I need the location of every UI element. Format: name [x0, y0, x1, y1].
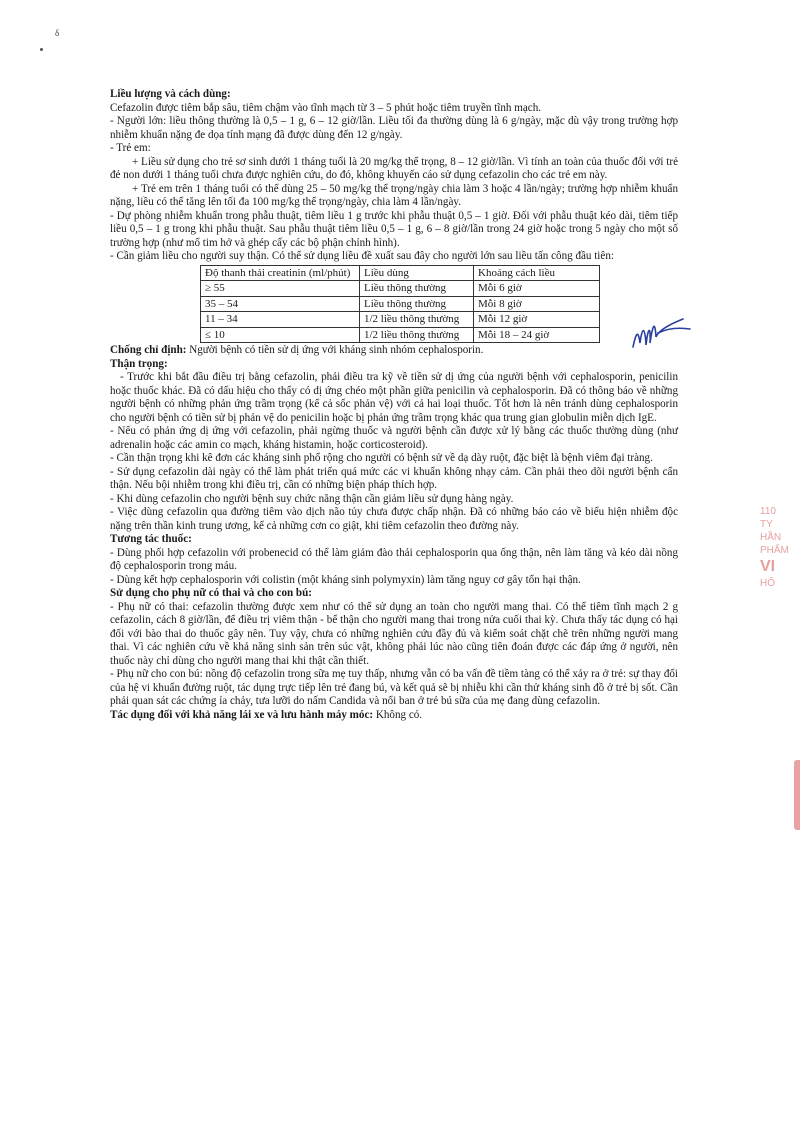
dosage-children-under-1-month: + Liều sử dụng cho trẻ sơ sinh dưới 1 tháng tuổi là 20 mg/kg thể trọng, 8 – 12 giờ/lần. Vì tính an toàn của thuốc đối với trẻ đẻ non dưới 1 tháng tuổi chưa được nghiên cứu, do đó, không khuyến cáo sử dụng cefazolin cho các trẻ em này. — [110, 155, 678, 181]
interaction-item: - Dùng kết hợp cephalosporin với colistin (một kháng sinh polymyxin) làm tăng nguy cơ gây tổn hại thận. — [110, 573, 581, 586]
dosage-renal: - Cần giảm liều cho người suy thận. Có thể sử dụng liều đề xuất sau đây cho người lớn sau liều tấn công đầu tiên: — [110, 250, 614, 262]
table-cell: Mỗi 8 giờ — [474, 296, 600, 312]
stamp-text-line: PHẨM — [760, 545, 789, 556]
stamp-text-line: TY — [760, 519, 773, 530]
caution-item: - Việc dùng cefazolin qua đường tiêm vào dịch não tủy chưa được chấp nhận. Đã có những báo cáo về biểu hiện nhiễm độc nặng trên thần kinh trung ương, kể cả những cơn co giật, khi tiêm cefazolin theo đường này. — [110, 506, 678, 532]
interaction-item: - Dùng phối hợp cefazolin với probenecid có thể làm giảm đào thải cephalosporin qua ống thận, nên làm tăng và kéo dài nồng độ cephalosporin trong máu. — [110, 546, 678, 572]
table-header-cell: Độ thanh thải creatinin (ml/phút) — [201, 265, 360, 281]
contraindication-paragraph — [110, 344, 678, 358]
table-row — [201, 296, 600, 312]
table-header-cell: Khoảng cách liều — [474, 265, 600, 281]
table-header-cell: Liều dùng — [360, 265, 474, 281]
dosage-adult: - Người lớn: liều thông thường là 0,5 – 1 g, 6 – 12 giờ/lần. Liều tối đa thường dùng là 6 g/ngày, mặc dù vậy trong trường hợp nhiễm khuẩn nặng đe dọa tính mạng đã được dùng đến 12 g/ngày. — [110, 115, 678, 141]
table-cell: ≤ 10 — [201, 327, 360, 343]
document-body — [110, 88, 678, 722]
caution-item: - Nếu có phản ứng dị ứng với cefazolin, phải ngừng thuốc và người bệnh cần được xử lý bằng các thuốc thường dùng (như adrenalin hoặc các amin co mạch, kháng histamin, hoặc corticosteroid). — [110, 425, 678, 451]
table-cell: Mỗi 12 giờ — [474, 312, 600, 328]
table-cell: Liều thông thường — [360, 296, 474, 312]
dosage-surgery: - Dự phòng nhiễm khuẩn trong phẫu thuật, tiêm liều 1 g trước khi phẫu thuật 0,5 – 1 giờ. Đối với phẫu thuật kéo dài, tiêm tiếp liều 0,5 – 1 g trong khi phẫu thuật. Sau phẫu thuật tiêm liều 0,5 – 1 g, 6 – 8 giờ/lần trong 24 giờ hoặc trong 5 ngày cho một số trường hợp (như mổ tim hở và ghép cấy các bộ phận chỉnh hình). — [110, 209, 678, 249]
pregnancy-heading: Sử dụng cho phụ nữ có thai và cho con bú: — [110, 587, 312, 599]
table-cell: Mỗi 6 giờ — [474, 281, 600, 297]
table-cell: ≥ 55 — [201, 281, 360, 297]
pregnancy-item: - Phụ nữ có thai: cefazolin thường được xem như có thể sử dụng an toàn cho người mang thai. Có thể tiêm tĩnh mạch 2 g cefazolin, cách 8 giờ/lần, để điều trị viêm thận - bể thận cho người mang thai trong nửa cuối thai kỳ. Chưa thấy tác dụng có hại đối với bào thai do thuốc gây nên. Tuy vậy, chưa có những nghiên cứu đầy đủ và kiểm soát chặt chẽ trên những người mang thai. Vì các nghiên cứu về khả năng sinh sản trên súc vật, không phải lúc nào cũng tiên đoán được các đáp ứng ở người, nên thuốc này chỉ dùng cho người mang thai khi thật cần thiết. — [110, 600, 678, 667]
driving-heading: Tác dụng đối với khả năng lái xe và lưu hành máy móc: — [110, 708, 374, 721]
red-edge-mark — [794, 760, 800, 830]
caution-item: - Trước khi bắt đầu điều trị bằng cefazolin, phải điều tra kỹ về tiền sử dị ứng của người bệnh với cephalosporin, penicilin hoặc thuốc khác. Đã có dấu hiệu cho thấy có dị ứng chéo một phần giữa penicilin và cephalosporin. Đã có thông báo về những người bệnh có những phản ứng trầm trọng (kể cả sốc phản vệ) với cả hai loại thuốc. Tốt hơn là nên tránh dùng cephalosporin cho người bệnh có tiền sử bị phản vệ do penicilin hoặc bị phản ứng trầm trọng khác qua trung gian globulin miễn dịch IgE. — [110, 371, 678, 424]
handwritten-signature — [628, 315, 698, 360]
table-cell: 1/2 liều thông thường — [360, 327, 474, 343]
driving-text: Không có. — [373, 708, 423, 721]
table-cell: 1/2 liều thông thường — [360, 312, 474, 328]
caution-item: - Khi dùng cefazolin cho người bệnh suy chức năng thận cần giảm liều sử dụng hàng ngày. — [110, 492, 514, 505]
lactation-item: - Phụ nữ cho con bú: nồng độ cefazolin trong sữa mẹ tuy thấp, nhưng vẫn có ba vấn đề tiềm tàng có thể xảy ra ở trẻ: sự thay đổi của hệ vi khuẩn đường ruột, tác dụng trực tiếp lên trẻ đang bú, và kết quả sẽ bị nhiễu khi cần thử kháng sinh đồ ở trẻ bị sốt. Cần phải quan sát các chứng ỉa chảy, tưa lưỡi do nấm Candida và nổi ban ở trẻ bú sữa của mẹ đang dùng cefazolin. — [110, 668, 678, 707]
contraindication-heading: Chống chỉ định: — [110, 344, 187, 356]
dosage-heading: Liều lượng và cách dùng: — [110, 88, 231, 100]
stamp-text-line: HÔ — [760, 578, 775, 589]
contraindication-text: Người bệnh có tiền sử dị ứng với kháng sinh nhóm cephalosporin. — [186, 344, 484, 356]
table-cell: Liều thông thường — [360, 281, 474, 297]
stamp-text-line: VI — [760, 558, 776, 575]
renal-dose-table — [200, 265, 600, 344]
table-row — [201, 327, 600, 343]
table-cell: 11 – 34 — [201, 312, 360, 328]
company-stamp-partial — [760, 505, 800, 620]
dosage-children-over-1-month: + Trẻ em trên 1 tháng tuổi có thể dùng 25 – 50 mg/kg thể trọng/ngày chia làm 3 hoặc 4 lần/ngày; trường hợp nhiễm khuẩn nặng, liều có thể tăng lên tối đa 100 mg/kg thể trọng/ngày, chia làm 4 lần/ngày. — [110, 182, 678, 208]
stamp-text-line: 110 — [760, 506, 776, 517]
page-corner-mark: δ — [55, 28, 60, 38]
caution-heading: Thận trọng: — [110, 357, 168, 370]
table-row — [201, 281, 600, 297]
scan-speck — [40, 48, 43, 51]
stamp-text-line: HẦN — [760, 532, 782, 543]
dosage-intro: Cefazolin được tiêm bắp sâu, tiêm chậm vào tĩnh mạch từ 3 – 5 phút hoặc tiêm truyền tĩnh mạch. — [110, 101, 542, 114]
interaction-heading: Tương tác thuốc: — [110, 533, 192, 545]
table-header-row — [201, 265, 600, 281]
table-row — [201, 312, 600, 328]
dosage-children-label: - Trẻ em: — [110, 142, 151, 154]
caution-item: - Sử dụng cefazolin dài ngày có thể làm phát triển quá mức các vi khuẩn không nhạy cảm. Cần phải theo dõi người bệnh cẩn thận. Nếu bội nhiễm trong khi điều trị, cần có những biện pháp thích hợp. — [110, 465, 678, 491]
caution-item: - Cần thận trọng khi kê đơn các kháng sinh phổ rộng cho người có bệnh sử về dạ dày ruột, đặc biệt là bệnh viêm đại tràng. — [110, 452, 653, 464]
driving-paragraph — [110, 709, 678, 723]
table-cell: Mỗi 18 – 24 giờ — [474, 327, 600, 343]
table-cell: 35 – 54 — [201, 296, 360, 312]
